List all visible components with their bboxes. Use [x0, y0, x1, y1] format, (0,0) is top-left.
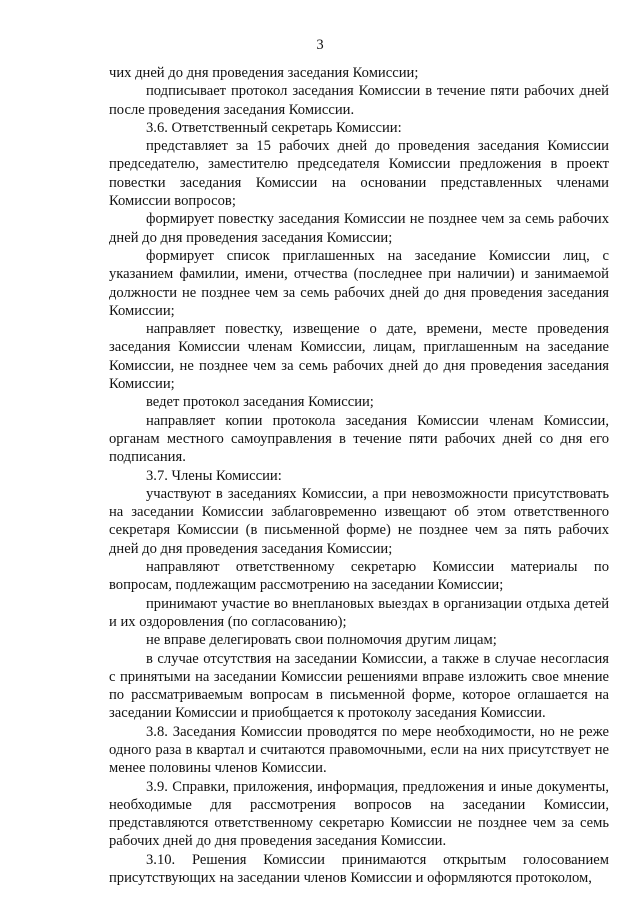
paragraph-1: чих дней до дня проведения заседания Комиссии; — [109, 65, 419, 81]
paragraph-11: участвуют в заседаниях Комиссии, а при невозможности присутствовать на заседании Комиссии заблаговременно извещают об этом ответственного секретаря Комиссии (в письменной форме) не позднее чем за пять рабочих дней до дня проведения заседания Комиссии; — [109, 485, 609, 557]
paragraph-12: направляют ответственному секретарю Комиссии материалы по вопросам, подлежащим рассмотрению на заседании Комиссии; — [109, 559, 609, 594]
paragraph-5: формирует повестку заседания Комиссии не позднее чем за семь рабочих дней до дня проведения заседания Комиссии; — [109, 211, 609, 246]
document-body — [109, 64, 609, 887]
paragraph-2: подписывает протокол заседания Комиссии в течение пяти рабочих дней после проведения заседания Комиссии. — [109, 83, 609, 118]
section-3-8: 3.8. Заседания Комиссии проводятся по мере необходимости, но не реже одного раза в квартал и считаются правомочными, если на них присутствует не менее половины членов Комиссии. — [109, 723, 609, 777]
paragraph-9: направляет копии протокола заседания Комиссии членам Комиссии, органам местного самоуправления в течение пяти рабочих дней со дня его подписания. — [109, 412, 609, 466]
paragraph-4: представляет за 15 рабочих дней до проведения заседания Комиссии председателю, заместителю председателя Комиссии предложения в проект повестки заседания Комиссии на основании представленных членами Комиссии вопросов; — [109, 138, 609, 210]
paragraph-13: принимают участие во внеплановых выездах в организации отдыха детей и их оздоровления (по согласованию); — [109, 595, 609, 630]
paragraph-6: формирует список приглашенных на заседание Комиссии лиц, с указанием фамилии, имени, отчества (последнее при наличии) и занимаемой должности не позднее чем за семь рабочих дней до дня проведения заседания Комиссии; — [109, 247, 609, 319]
section-3-10: 3.10. Решения Комиссии принимаются открытым голосованием присутствующих на заседании членов Комиссии и оформляются протоколом, — [109, 851, 609, 887]
paragraph-7: направляет повестку, извещение о дате, времени, месте проведения заседания Комиссии членам Комиссии, лицам, приглашенным на заседание Комиссии, не позднее чем за семь рабочих дней до дня проведения заседания Комиссии; — [109, 321, 609, 393]
paragraph-8: ведет протокол заседания Комиссии; — [146, 394, 374, 411]
paragraph-14: не вправе делегировать свои полномочия другим лицам; — [146, 632, 497, 649]
section-heading-3-6: 3.6. Ответственный секретарь Комиссии: — [146, 119, 402, 136]
section-heading-3-7: 3.7. Члены Комиссии: — [146, 467, 282, 484]
paragraph-15: в случае отсутствия на заседании Комиссии, а также в случае несогласия с принятыми на заседании Комиссии решениями вправе изложить свое мнение по рассматриваемым вопросам в письменной форме, которое оглашается на заседании Комиссии и приобщается к протоколу заседания Комиссии. — [109, 650, 609, 722]
section-3-9: 3.9. Справки, приложения, информация, предложения и иные документы, необходимые для рассмотрения вопросов на заседании Комиссии, представляются ответственному секретарю Комиссии не позднее чем за семь рабочих дней до дня проведения заседания Комиссии. — [109, 778, 609, 850]
page-number: 3 — [316, 37, 324, 53]
